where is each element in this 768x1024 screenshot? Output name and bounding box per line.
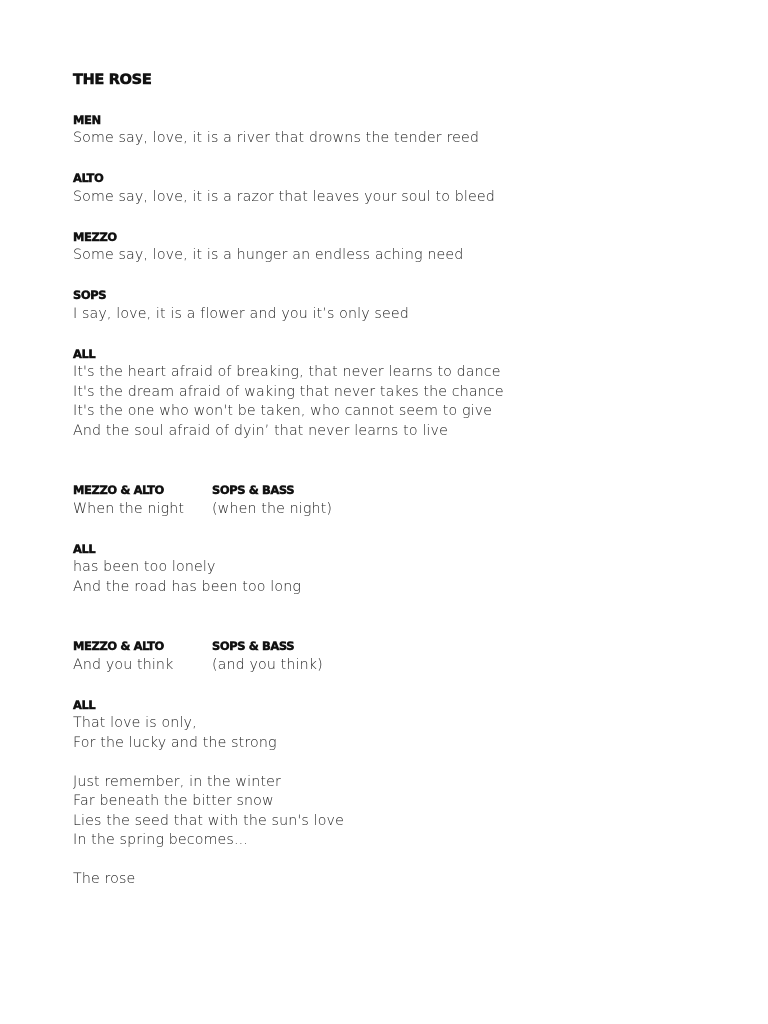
part-label-sops: SOPS [73, 288, 107, 302]
part-label-mezzo: MEZZO [73, 229, 117, 244]
lyric-line: Lies the seed that with the sun's love [73, 812, 344, 829]
lyric-line: It's the dream afraid of waking that never takes the chance [73, 383, 504, 400]
lyric-line: And the soul afraid of dyin’ that never learns to live [73, 422, 448, 439]
section-all-3 [73, 695, 713, 890]
lyric-line: Just remember, in the winter [73, 773, 281, 790]
lyric-line: It's the heart afraid of breaking, that never learns to dance [73, 364, 501, 380]
section-mezzo [73, 227, 713, 266]
section-all-2 [73, 539, 713, 598]
lyrics-page [73, 70, 713, 890]
lyric-line: And you think [73, 656, 174, 673]
part-label-all: ALL [73, 541, 96, 556]
part-label-all: ALL [73, 697, 96, 712]
lyric-line: In the spring becomes... [73, 832, 248, 848]
part-label-sops-bass: SOPS & BASS [212, 483, 295, 497]
lyric-line: For the lucky and the strong [73, 734, 277, 751]
part-label-men: MEN [73, 112, 101, 127]
part-label-sops-bass: SOPS & BASS [212, 639, 295, 653]
lyric-line: Some say, love, it is a river that drowns the tender reed [73, 130, 480, 146]
lyric-line: When the night [73, 500, 185, 517]
part-label-mezzo-alto: MEZZO & ALTO [73, 483, 164, 497]
section-men [73, 110, 713, 149]
lyric-line: That love is only, [73, 715, 197, 731]
lyric-line: It's the one who won't be taken, who cannot seem to give [73, 403, 493, 419]
lyric-line: Some say, love, it is a hunger an endless aching need [73, 247, 464, 263]
part-label-mezzo-alto: MEZZO & ALTO [73, 639, 164, 653]
lyric-line: has been too lonely [73, 559, 216, 575]
lyric-line: Far beneath the bitter snow [73, 793, 274, 809]
song-title: THE ROSE [73, 72, 152, 88]
echo-line: (and you think) [212, 656, 323, 673]
final-line: The rose [73, 871, 136, 887]
echo-line: (when the night) [212, 500, 333, 517]
part-label-all: ALL [73, 346, 96, 361]
section-sops [73, 285, 713, 324]
lyric-line: I say, love, it is a flower and you it’s only seed [73, 305, 409, 322]
section-all-1 [73, 344, 713, 442]
lyric-line: And the road has been too long [73, 578, 302, 595]
lyric-line: Some say, love, it is a razor that leaves your soul to bleed [73, 188, 495, 205]
part-label-alto: ALTO [73, 171, 104, 185]
section-duet-1 [73, 480, 713, 519]
section-duet-2 [73, 636, 713, 675]
section-alto [73, 168, 713, 207]
